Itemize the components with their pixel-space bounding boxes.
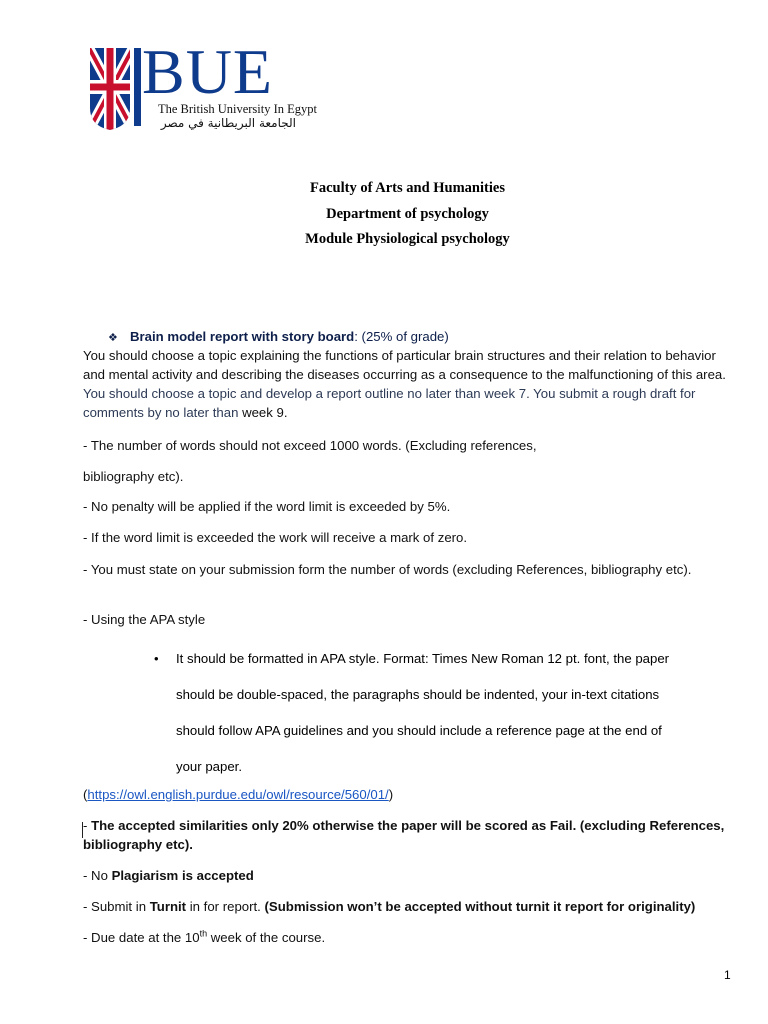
word-limit-line-1: - The number of words should not exceed 1000 words. (Excluding references, (83, 438, 537, 453)
bullet-dot-icon: • (154, 651, 159, 666)
department-title: Department of psychology (326, 205, 489, 222)
logo-english-name: The British University In Egypt (158, 102, 318, 116)
due-date-rule (83, 928, 733, 947)
bue-logo (88, 36, 318, 132)
section-heading-grade: : (25% of grade) (354, 329, 449, 344)
link-open-paren: ( (83, 787, 88, 802)
plagiarism-prefix: - No (83, 868, 112, 883)
purdue-link-line (83, 785, 733, 804)
plagiarism-rule (83, 866, 733, 885)
submit-mid: in for report. (186, 899, 265, 914)
faculty-title: Faculty of Arts and Humanities (310, 180, 505, 196)
similarity-text: The accepted similarities only 20% otherwise the paper will be scored as Fail. (excluding References, bibliography etc). (83, 818, 725, 852)
logo-letters: BUE (142, 36, 273, 107)
word-limit-line-2: bibliography etc). (83, 469, 184, 484)
purdue-owl-link[interactable]: https://owl.english.purdue.edu/owl/resource/560/01/ (87, 787, 389, 802)
apa-bullet-line: should be double-spaced, the paragraphs should be indented, your in-text citations (176, 687, 660, 702)
penalty-rule: - No penalty will be applied if the word limit is exceeded by 5%. (83, 499, 451, 514)
similarity-prefix: - (83, 818, 92, 833)
intro-paragraph (83, 346, 733, 422)
diamond-bullet-icon: ❖ (108, 332, 118, 344)
plagiarism-text: Plagiarism is accepted (111, 868, 254, 883)
turnit-word: Turnit (149, 899, 187, 914)
due-prefix: - Due date at the 10 (83, 930, 200, 945)
submission-warning: (Submission won’t be accepted without turnit it report for originality) (264, 899, 696, 914)
intro-week9: week 9. (242, 405, 288, 420)
due-superscript: th (199, 928, 208, 939)
union-jack-shield-icon (88, 46, 148, 132)
apa-bullet-line: should follow APA guidelines and you should include a reference page at the end of (176, 723, 662, 738)
module-title: Module Physiological psychology (305, 231, 510, 247)
turnit-rule (83, 897, 733, 916)
intro-deadline-text: You should choose a topic and develop a report outline no later than week 7. You submit a rough draft for comments by no later than (83, 386, 696, 420)
similarity-rule (83, 816, 733, 854)
apa-bullet-line: It should be formatted in APA style. Format: Times New Roman 12 pt. font, the paper (176, 651, 670, 666)
document-header (0, 176, 768, 253)
logo-arabic-name: الجامعة البريطانية في مصر (160, 116, 296, 130)
section-heading (108, 327, 449, 348)
apa-bullet-line: your paper. (176, 759, 242, 774)
word-count-rule: - You must state on your submission form the number of words (excluding References, bibliography etc). (83, 562, 692, 577)
submit-prefix: - Submit in (83, 899, 150, 914)
link-close-paren: ) (388, 787, 394, 802)
page-number: 1 (724, 968, 731, 982)
due-suffix: week of the course. (207, 930, 326, 945)
apa-style-rule: - Using the APA style (83, 612, 206, 627)
section-heading-title: Brain model report with story board (130, 329, 355, 344)
intro-text: You should choose a topic explaining the functions of particular brain structures and their relation to behavior and mental activity and describing the diseases occurring as a consequence to the malfunctioning of this area. (83, 348, 726, 382)
zero-mark-rule: - If the word limit is exceeded the work will receive a mark of zero. (83, 530, 468, 545)
